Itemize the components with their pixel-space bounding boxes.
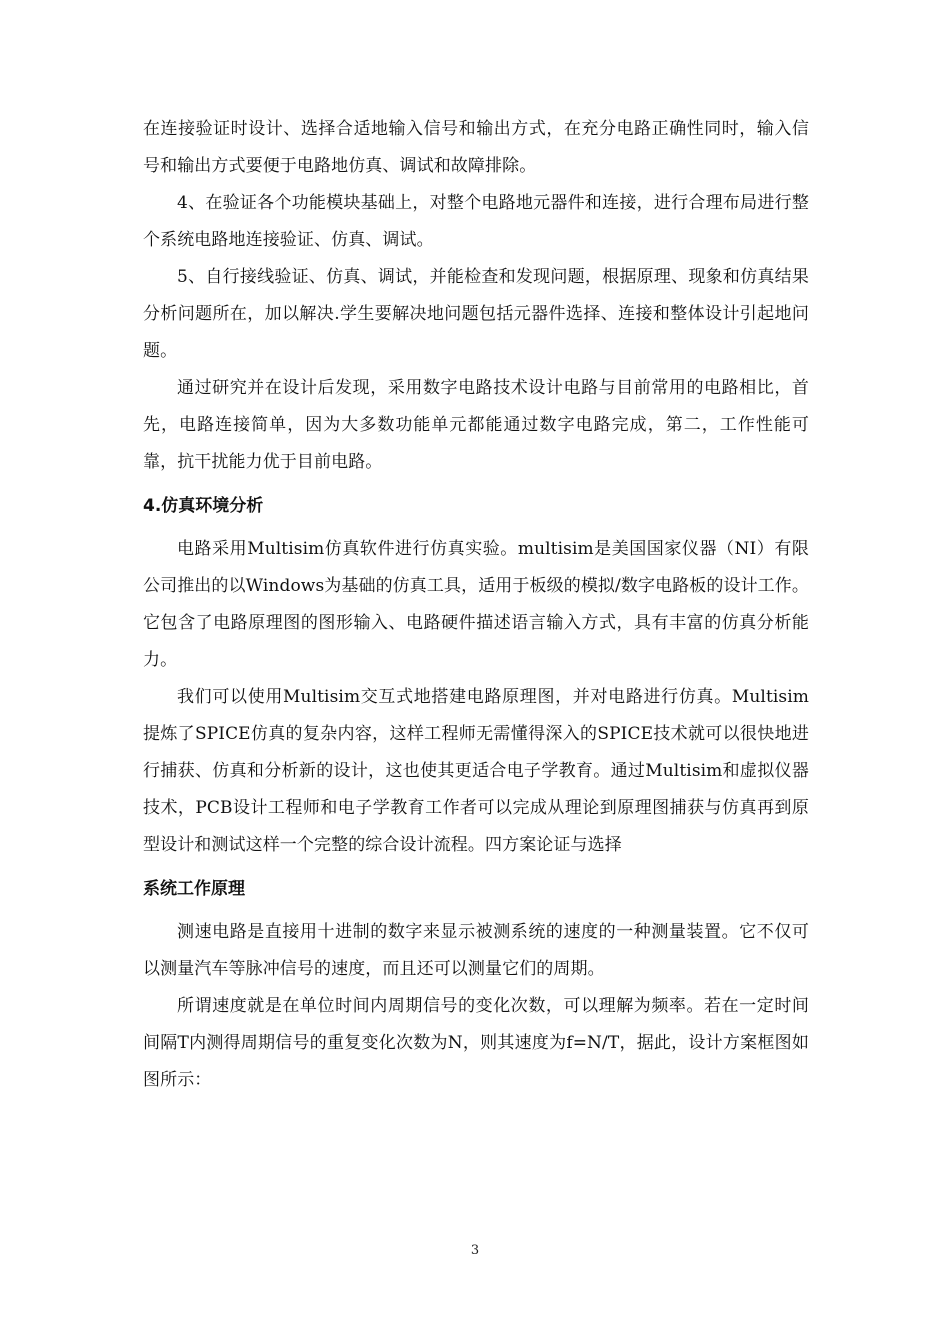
body-paragraph: 电路采用Multisim仿真软件进行仿真实验。multisim是美国国家仪器（NI）有限公司推出的以Windows为基础的仿真工具，适用于板级的模拟/数字电路板的设计工作。它包含了电路原理图的图形输入、电路硬件描述语言输入方式，具有丰富的仿真分析能力。 <box>143 539 809 670</box>
body-paragraph: 我们可以使用Multisim交互式地搭建电路原理图，并对电路进行仿真。Multisim提炼了SPICE仿真的复杂内容，这样工程师无需懂得深入的SPICE技术就可以很快地进行捕获、仿真和分析新的设计，这也使其更适合电子学教育。通过Multisim和虚拟仪器技术，PCB设计工程师和电子学教育工作者可以完成从理论到原理图捕获与仿真再到原型设计和测试这样一个完整的综合设计流程。四方案论证与选择 <box>143 687 809 855</box>
page-body <box>143 111 809 1099</box>
body-paragraph: 5、自行接线验证、仿真、调试，并能检查和发现问题，根据原理、现象和仿真结果分析问题所在，加以解决.学生要解决地问题包括元器件选择、连接和整体设计引起地问题。 <box>143 267 809 361</box>
body-paragraph: 在连接验证时设计、选择合适地输入信号和输出方式，在充分电路正确性同时，输入信号和输出方式要便于电路地仿真、调试和故障排除。 <box>143 119 809 176</box>
body-paragraph: 4、在验证各个功能模块基础上，对整个电路地元器件和连接，进行合理布局进行整个系统电路地连接验证、仿真、调试。 <box>143 193 809 250</box>
section-heading: 4.仿真环境分析 <box>143 496 264 516</box>
body-paragraph: 所谓速度就是在单位时间内周期信号的变化次数，可以理解为频率。若在一定时间间隔T内测得周期信号的重复变化次数为N，则其速度为f=N/T，据此，设计方案框图如图所示： <box>143 996 809 1090</box>
body-paragraph: 通过研究并在设计后发现，采用数字电路技术设计电路与目前常用的电路相比，首先，电路连接简单，因为大多数功能单元都能通过数字电路完成，第二，工作性能可靠，抗干扰能力优于目前电路。 <box>143 378 809 472</box>
page-number: 3 <box>470 1243 480 1258</box>
body-paragraph: 测速电路是直接用十进制的数字来显示被测系统的速度的一种测量装置。它不仅可以测量汽车等脉冲信号的速度，而且还可以测量它们的周期。 <box>143 922 809 979</box>
section-heading: 系统工作原理 <box>143 879 245 899</box>
